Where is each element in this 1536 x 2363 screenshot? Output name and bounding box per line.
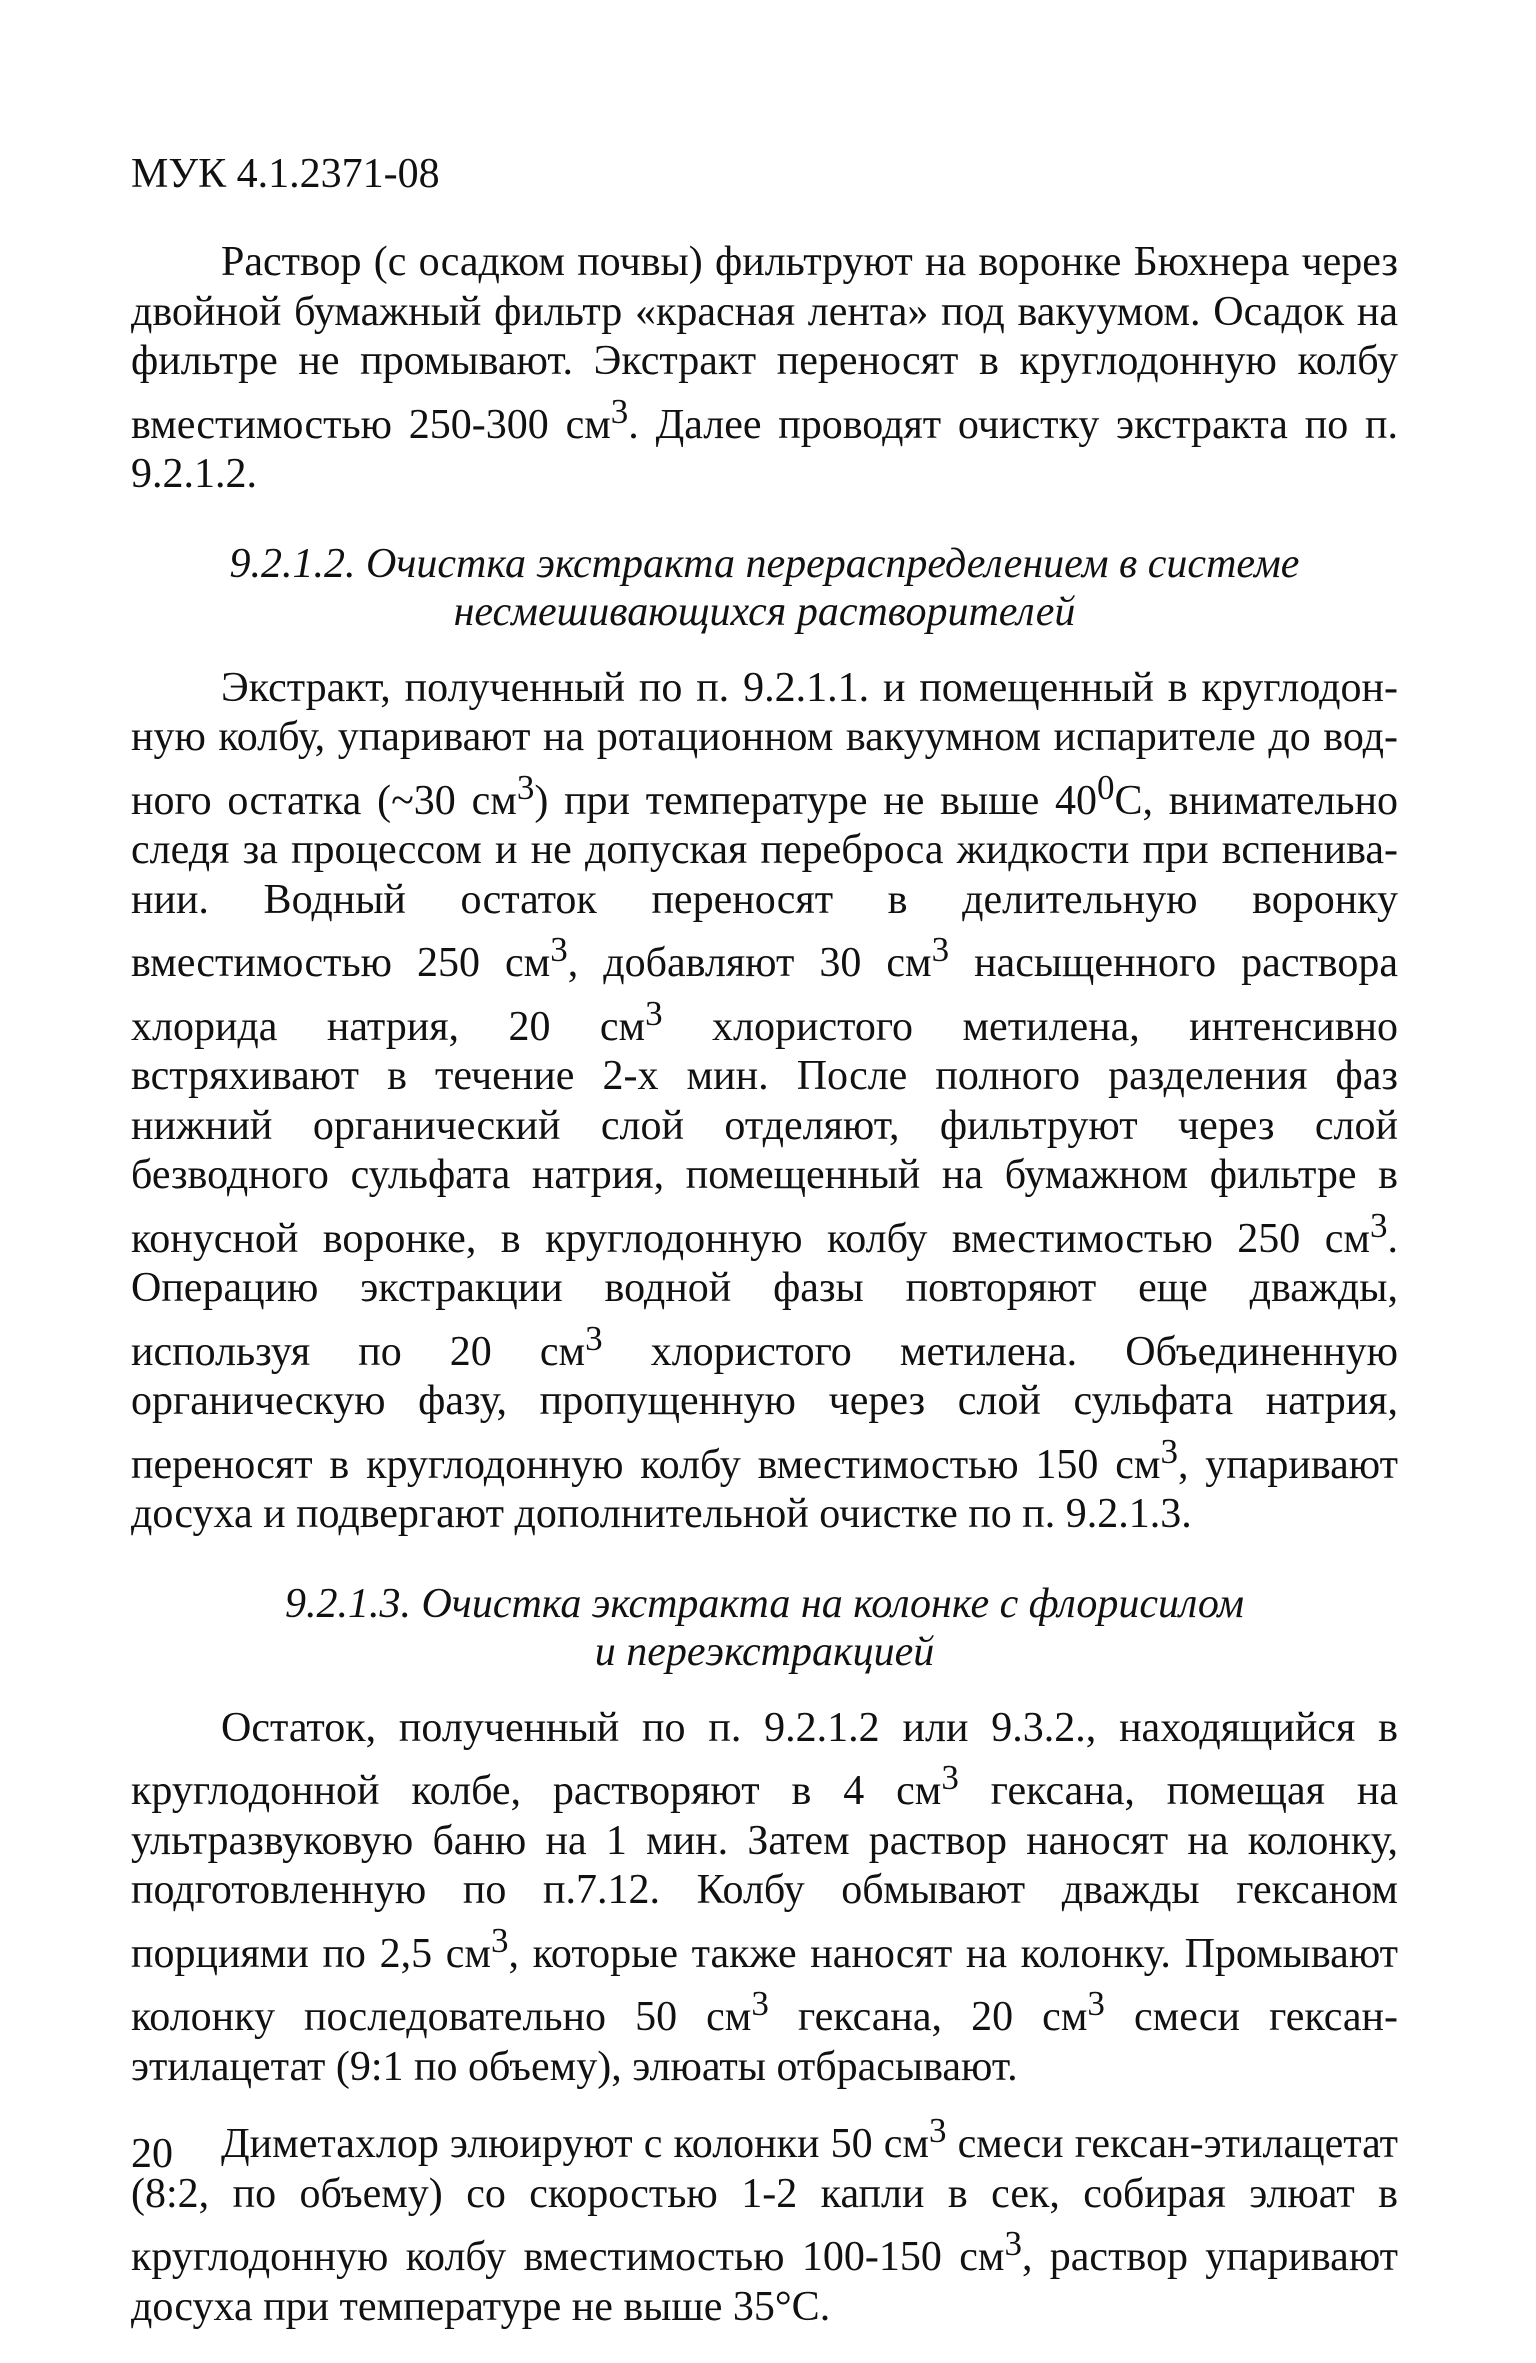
paragraph-filtration: Раствор (с осадком почвы) фильтруют на воронке Бюхнера через двойной бумажный фильтр «красная лента» под вакуумом. Осадок на фильтре не промывают. Экстракт переносят в круглодонную колбу вместимостью 250-300 $см^3$. Далее проводят очистку экстракта по п. 9.2.1.2. bbox=[131, 239, 1398, 497]
paragraph-florisil-column: Остаток, полученный по п. 9.2.1.2 или 9.3.2., находящийся в круглодонной колбе, растворяют в 4 $см^3$ гексана, помещая на ультразвуковую баню на 1 мин. Затем раствор наносят на колонку, подготовленную по п.7.12. Колбу обмывают дважды гексаном порциями по 2,5 $см^3$, которые также наносят на колонку. Промывают колонку последовательно 50 $см^3$ гексана, 20 $см^3$ смеси гексан-этилацетат (9:1 по объему), элюаты отбрасывают. bbox=[131, 1704, 1399, 2090]
paragraph-elution: Диметахлор элюируют с колонки 50 $см^3$ смеси гексан-этилацетат (8:2, по объему) со скоростью 1-2 капли в сек, собирая элюат в круглодонную колбу вместимостью 100-150 $см^3$, раствор упаривают досуха при температуре не выше 35°С. bbox=[131, 2111, 1398, 2330]
section-heading-9-2-1-2: 9.2.1.2. Очистка экстракта перераспределением в системе несмешивающихся растворителей bbox=[229, 540, 1300, 635]
paragraph-extract-cleanup: Экстракт, полученный по п. 9.2.1.1. и помещенный в круглодонную колбу, упаривают на ротационном вакуумном испарителе до водного остатка (~30 $см^3$) при температуре не выше $40^0С$, внимательно следя за процессом и не допуская переброса жидкости при вспенивании. Водный остаток переносят в делительную воронку вместимостью 250 $см^3$, добавляют 30 $см^3$ насыщенного раствора хлорида натрия, 20 $см^3$ хлористого метилена, интенсивно встряхивают в течение 2-х мин. После полного разделения фаз нижний органический слой отделяют, фильтруют через слой безводного сульфата натрия, помещенный на бумажном фильтре в конусной воронке, в круглодонную колбу вместимостью 250 $см^3$. Операцию экстракции водной фазы повторяют еще дважды, используя по 20 $см^3$ хлористого метилена. Объединенную органическую фазу, пропущенную через слой сульфата натрия, переносят в круглодонную колбу вместимостью 150 $см^3$, упаривают досуха и подвергают дополнительной очистке по п. 9.2.1.3. bbox=[131, 664, 1399, 1537]
section-heading-9-2-1-3: 9.2.1.3. Очистка экстракта на колонке с флорисилом и переэкстракцией bbox=[284, 1580, 1245, 1675]
document-body bbox=[131, 238, 1398, 2332]
page-number: 20 bbox=[131, 2131, 173, 2177]
document-code: МУК 4.1.2371-08 bbox=[131, 151, 440, 197]
